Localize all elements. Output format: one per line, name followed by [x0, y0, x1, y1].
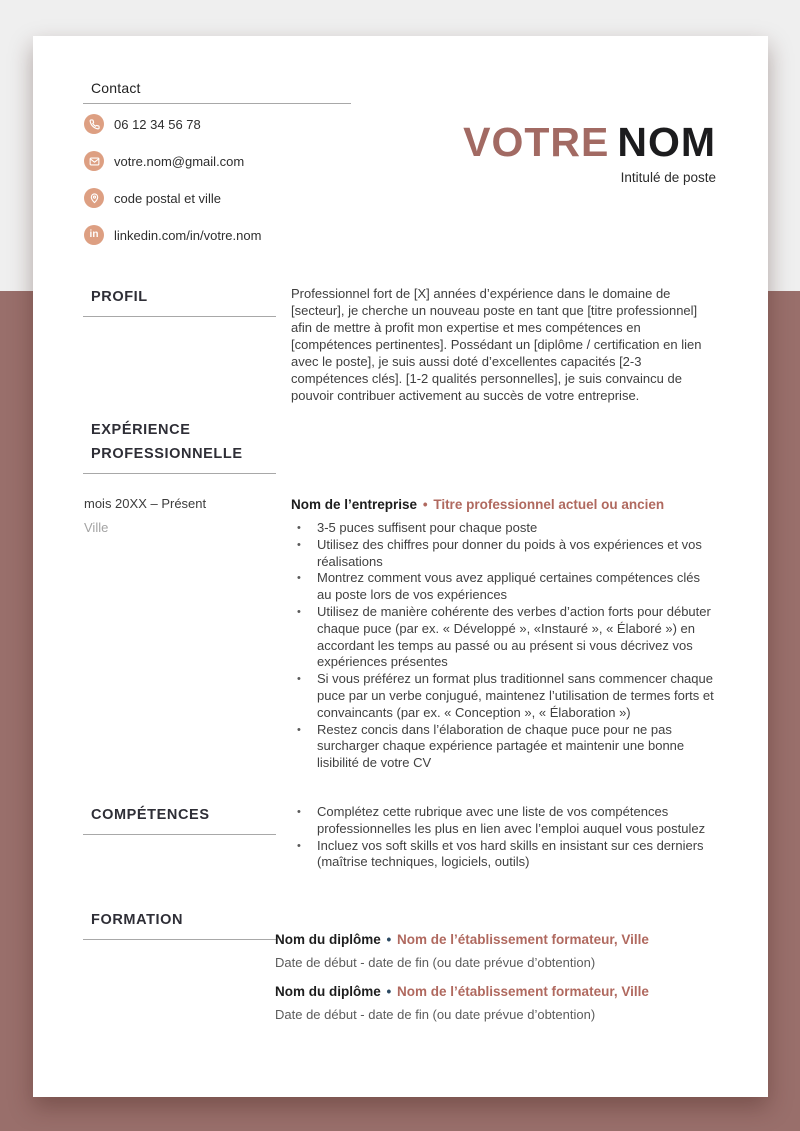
section-formation — [83, 908, 716, 1035]
degree-name: Nom du diplôme — [275, 932, 381, 948]
section-experience — [83, 418, 716, 772]
contact-row-location — [83, 188, 351, 208]
formation-entries — [275, 931, 716, 1035]
job-title-subtitle: Intitulé de poste — [620, 170, 716, 185]
contact-row-phone — [83, 114, 351, 134]
email-value: votre.nom@gmail.com — [114, 153, 245, 169]
list-item: • Incluez vos soft skills et vos hard skills en insistant sur ces derniers (maîtrise techniques, logiciels, outils) — [291, 838, 716, 872]
list-item: • Montrez comment vous avez appliqué certaines compétences clés au poste lors de vos expériences — [291, 570, 716, 604]
contact-row-linkedin — [83, 225, 351, 245]
name-first: VOTRE — [463, 119, 610, 165]
separator-dot: • — [422, 497, 428, 512]
profil-text: Professionnel fort de [X] années d’expérience dans le domaine de [secteur], je cherche un nouveau poste en tant que [titre professionnel] afin de mettre à profit mon expertise et mes compétences en [compétences pertinentes]. Possédant un [diplôme / certification en lien avec le poste], je suis aussi doté d’excellentes capacités [2-3 compétences clés]. [1-2 qualités personnelles], je suis convaincu de pouvoir contribuer activement au succès de votre entreprise. — [291, 286, 702, 403]
contact-divider — [83, 103, 351, 104]
degree-name: Nom du diplôme — [275, 984, 381, 1000]
list-item: • Complétez cette rubrique avec une liste de vos compétences professionnelles les plus en lien avec l’emploi auquel vous postulez — [291, 804, 716, 838]
name-last: NOM — [617, 119, 716, 165]
list-item: • Utilisez des chiffres pour donner du poids à vos expériences et vos réalisations — [291, 537, 716, 571]
experience-date-range: mois 20XX – Présent — [84, 496, 207, 511]
profil-divider — [83, 316, 276, 317]
experience-location: Ville — [84, 520, 109, 535]
experience-entry-header — [291, 496, 716, 513]
competences-divider — [83, 834, 276, 835]
competences-heading: COMPÉTENCES — [91, 806, 210, 823]
contact-list — [83, 114, 351, 245]
name-block — [463, 119, 716, 268]
formation-dates: Date de début - date de fin (ou date prévue d’obtention) — [275, 1007, 596, 1023]
section-competences — [83, 803, 716, 871]
phone-value: 06 12 34 56 78 — [114, 116, 201, 132]
linkedin-icon: in — [84, 225, 104, 245]
list-item: • Si vous préférez un format plus traditionnel sans commencer chaque puce par un verbe conjugué, maintenez l’utilisation de termes forts et convaincants (par ex. « Conception », « Élaboration ») — [291, 671, 716, 721]
school-name: Nom de l’établissement formateur, Ville — [397, 984, 649, 1000]
formation-entry — [275, 931, 716, 970]
contact-heading: Contact — [91, 80, 141, 96]
cv-page — [33, 36, 768, 1097]
list-item: • 3-5 puces suffisent pour chaque poste — [291, 520, 716, 537]
contact-block — [83, 80, 351, 268]
experience-entry — [83, 496, 716, 772]
formation-dates: Date de début - date de fin (ou date prévue d’obtention) — [275, 955, 596, 971]
formation-entry — [275, 983, 716, 1022]
contact-row-email — [83, 151, 351, 171]
profil-heading: PROFIL — [91, 289, 148, 305]
experience-bullet-list — [291, 520, 716, 772]
separator-dot: • — [386, 932, 392, 948]
page-title — [463, 119, 716, 165]
experience-divider — [83, 473, 276, 474]
list-item: • Utilisez de manière cohérente des verbes d’action forts pour débuter chaque puce (par ex. « Développé », «Instauré », « Élaboré ») en accordant les temps au passé ou au présent si vous décrivez vos expériences présentes — [291, 604, 716, 671]
separator-dot: • — [386, 984, 392, 1000]
company-name: Nom de l’entreprise — [291, 497, 418, 512]
phone-icon — [84, 114, 104, 134]
experience-heading-line2: PROFESSIONNELLE — [91, 446, 243, 462]
competences-bullet-list — [291, 804, 716, 871]
location-value: code postal et ville — [114, 190, 221, 206]
mail-icon — [84, 151, 104, 171]
formation-divider — [83, 939, 276, 940]
list-item: • Restez concis dans l’élaboration de chaque puce pour ne pas surcharger chaque expérience partagée et maintenir une bonne lisibilité de votre CV — [291, 722, 716, 772]
linkedin-value: linkedin.com/in/votre.nom — [114, 227, 262, 243]
location-pin-icon — [84, 188, 104, 208]
school-name: Nom de l’établissement formateur, Ville — [397, 932, 649, 948]
experience-heading-line1: EXPÉRIENCE — [91, 422, 191, 438]
section-profil — [83, 285, 716, 404]
formation-heading: FORMATION — [91, 912, 184, 929]
header — [83, 80, 716, 268]
experience-job-title: Titre professionnel actuel ou ancien — [433, 497, 665, 512]
